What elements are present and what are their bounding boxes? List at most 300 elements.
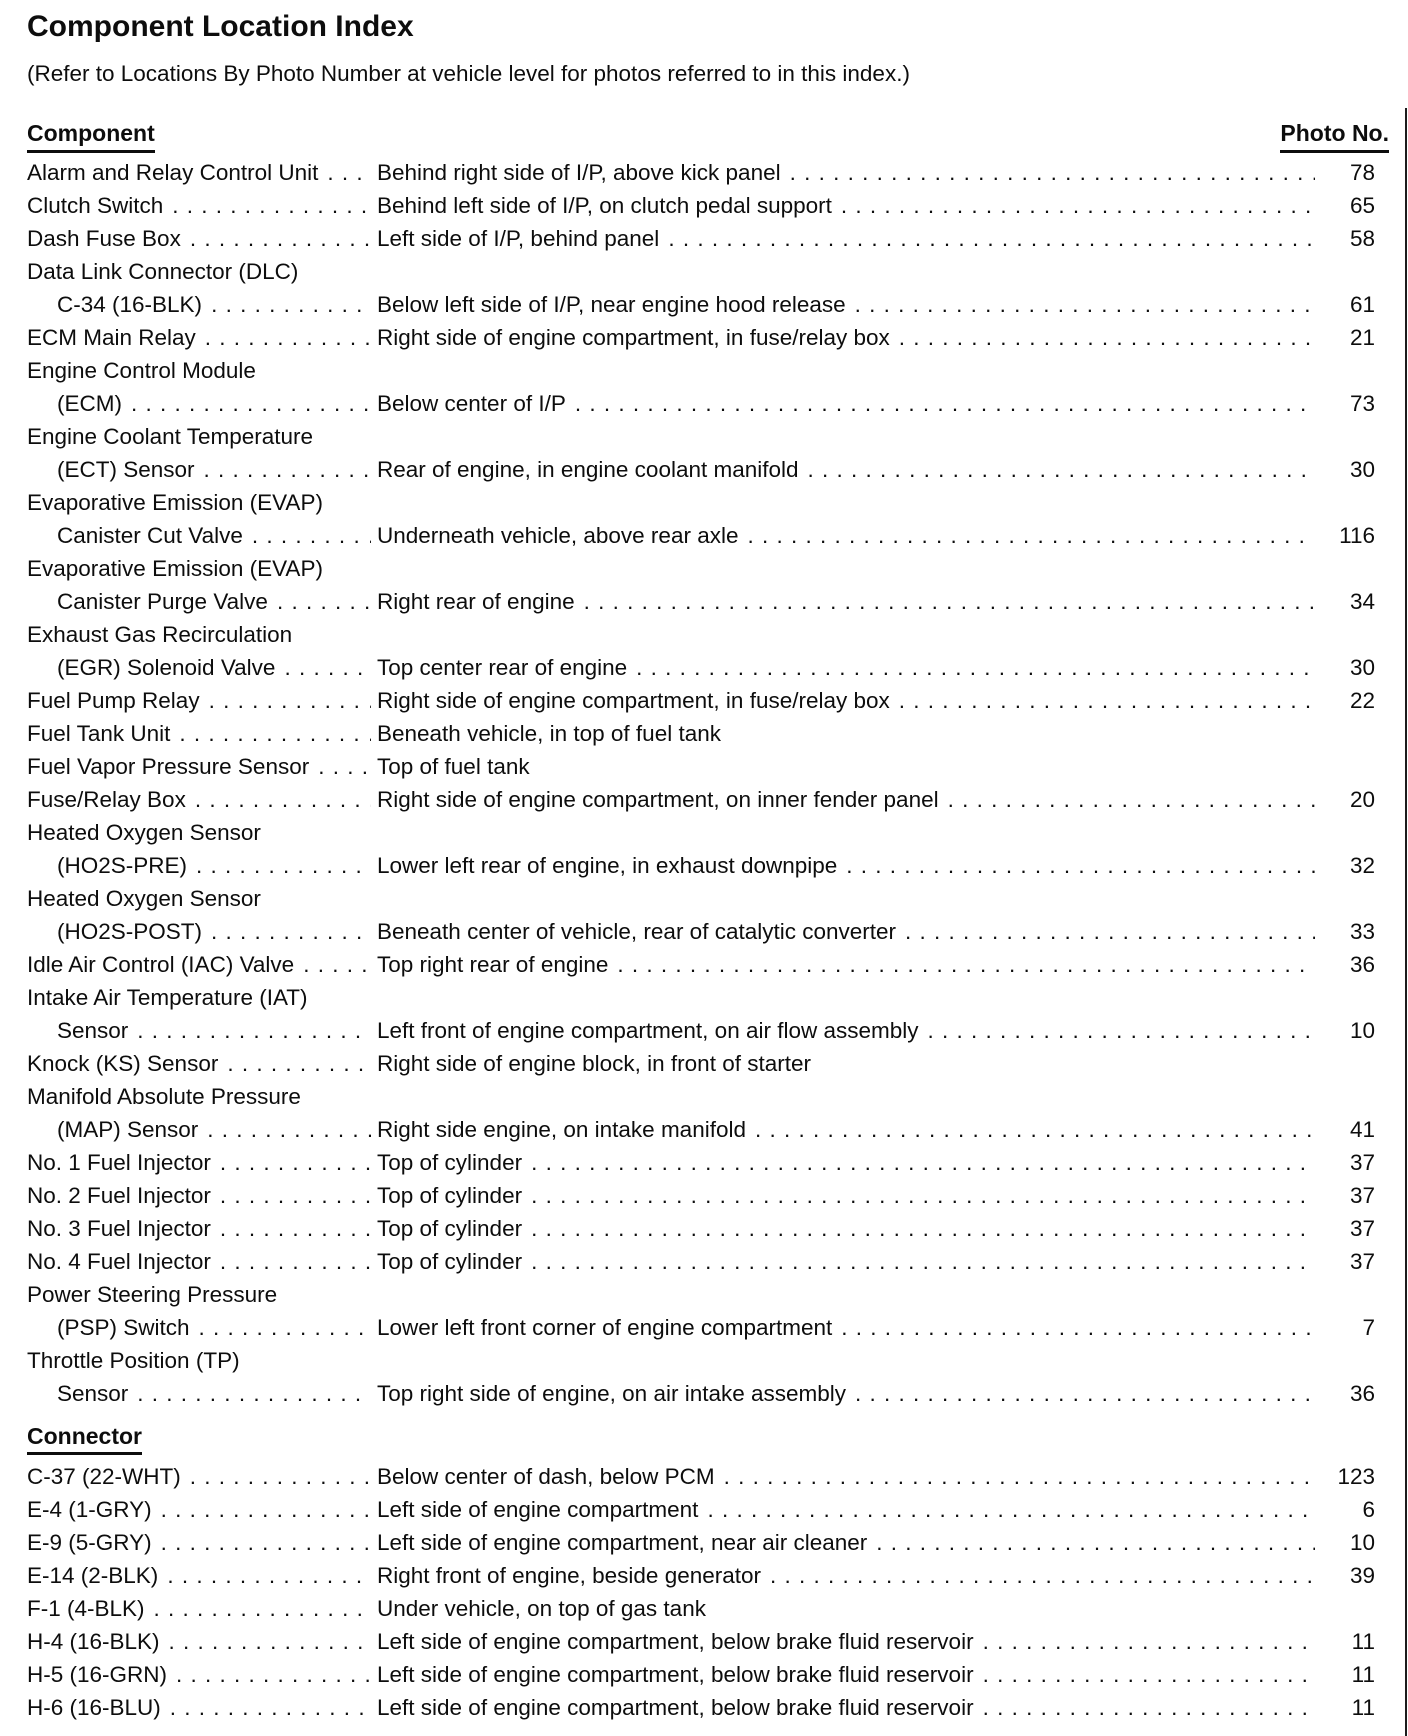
table-header bbox=[27, 119, 1389, 153]
dot-leader bbox=[724, 1460, 1315, 1493]
location-text: Behind right side of I/P, above kick panel bbox=[377, 160, 781, 185]
component-name: (PSP) Switch bbox=[57, 1315, 190, 1340]
dot-leader bbox=[220, 1212, 371, 1245]
dot-leader bbox=[899, 684, 1315, 717]
component-name: Idle Air Control (IAC) Valve bbox=[27, 952, 295, 977]
component-name-cell bbox=[27, 420, 377, 453]
dot-leader bbox=[284, 651, 371, 684]
location-cell bbox=[377, 717, 1375, 750]
component-name: H-5 (16-GRN) bbox=[27, 1662, 168, 1687]
component-name: Sensor bbox=[57, 1381, 129, 1406]
component-list bbox=[27, 156, 1375, 1410]
location-cell bbox=[377, 915, 1321, 948]
dot-leader bbox=[575, 387, 1315, 420]
dot-leader bbox=[928, 1014, 1315, 1047]
component-name-cell bbox=[27, 387, 377, 420]
location-cell bbox=[377, 1113, 1321, 1146]
dot-leader bbox=[195, 783, 371, 816]
location-text: Left side of engine compartment, below brake fluid reservoir bbox=[377, 1629, 974, 1654]
location-text: Below center of I/P bbox=[377, 391, 566, 416]
dot-leader bbox=[755, 1113, 1315, 1146]
photo-number: 30 bbox=[1349, 457, 1375, 482]
photo-number: 20 bbox=[1349, 787, 1375, 812]
index-row bbox=[27, 783, 1375, 816]
dot-leader bbox=[707, 1493, 1315, 1526]
dot-leader bbox=[983, 1625, 1315, 1658]
component-name: Engine Control Module bbox=[27, 358, 256, 383]
location-text: Left side of engine compartment, below brake fluid reservoir bbox=[377, 1695, 974, 1720]
index-row bbox=[27, 321, 1375, 354]
dot-leader bbox=[905, 915, 1315, 948]
location-text: Below left side of I/P, near engine hood release bbox=[377, 292, 846, 317]
location-text: Top right side of engine, on air intake assembly bbox=[377, 1381, 847, 1406]
photo-number: 22 bbox=[1349, 688, 1375, 713]
photo-number: 61 bbox=[1349, 292, 1375, 317]
location-text: Under vehicle, on top of gas tank bbox=[377, 1596, 706, 1621]
photo-number: 34 bbox=[1349, 589, 1375, 614]
index-row bbox=[27, 618, 1375, 651]
location-cell bbox=[377, 1559, 1321, 1592]
index-row bbox=[27, 1212, 1375, 1245]
connector-section-header: Connector bbox=[27, 1422, 142, 1455]
component-name: Fuel Vapor Pressure Sensor bbox=[27, 754, 310, 779]
location-text: Left side of engine compartment, below brake fluid reservoir bbox=[377, 1662, 974, 1687]
component-name: Canister Purge Valve bbox=[57, 589, 268, 614]
dot-leader bbox=[176, 1658, 371, 1691]
index-row bbox=[27, 1691, 1375, 1724]
component-name: Engine Coolant Temperature bbox=[27, 424, 314, 449]
index-row bbox=[27, 354, 1375, 387]
component-name: No. 4 Fuel Injector bbox=[27, 1249, 211, 1274]
location-cell bbox=[377, 1212, 1321, 1245]
component-name-cell bbox=[27, 156, 377, 189]
dot-leader bbox=[531, 1179, 1315, 1212]
component-name-cell bbox=[27, 321, 377, 354]
location-text: Right front of engine, beside generator bbox=[377, 1563, 762, 1588]
index-row bbox=[27, 1014, 1375, 1047]
component-name: Evaporative Emission (EVAP) bbox=[27, 556, 323, 581]
location-cell bbox=[377, 783, 1321, 816]
index-row bbox=[27, 981, 1375, 1014]
component-name-cell bbox=[27, 717, 377, 750]
location-text: Right side of engine compartment, in fuse/relay box bbox=[377, 325, 890, 350]
component-name-cell bbox=[27, 1691, 377, 1724]
component-name: No. 3 Fuel Injector bbox=[27, 1216, 211, 1241]
index-row bbox=[27, 1113, 1375, 1146]
dot-leader bbox=[209, 684, 371, 717]
dot-leader bbox=[211, 915, 371, 948]
component-name: Alarm and Relay Control Unit bbox=[27, 160, 319, 185]
dot-leader bbox=[172, 189, 371, 222]
dot-leader bbox=[841, 189, 1315, 222]
location-cell bbox=[377, 1179, 1321, 1212]
location-cell bbox=[377, 1658, 1321, 1691]
component-name: (EGR) Solenoid Valve bbox=[57, 655, 276, 680]
dot-leader bbox=[531, 1146, 1315, 1179]
dot-leader bbox=[131, 387, 371, 420]
component-name-cell bbox=[27, 1245, 377, 1278]
location-text: Right side of engine block, in front of starter bbox=[377, 1051, 811, 1076]
index-row bbox=[27, 684, 1375, 717]
photo-number: 7 bbox=[1362, 1315, 1375, 1340]
index-row bbox=[27, 1658, 1375, 1691]
dot-leader bbox=[220, 1179, 371, 1212]
component-name-cell bbox=[27, 783, 377, 816]
component-name-cell bbox=[27, 222, 377, 255]
component-name: C-37 (22-WHT) bbox=[27, 1464, 181, 1489]
location-text: Top center rear of engine bbox=[377, 655, 628, 680]
component-name: Throttle Position (TP) bbox=[27, 1348, 240, 1373]
dot-leader bbox=[668, 222, 1315, 255]
component-name: No. 2 Fuel Injector bbox=[27, 1183, 211, 1208]
dot-leader bbox=[170, 1691, 371, 1724]
photo-number: 73 bbox=[1349, 391, 1375, 416]
component-name: (MAP) Sensor bbox=[57, 1117, 199, 1142]
location-cell bbox=[377, 684, 1321, 717]
location-cell bbox=[377, 453, 1321, 486]
component-name-cell bbox=[27, 915, 377, 948]
index-row bbox=[27, 453, 1375, 486]
index-row bbox=[27, 585, 1375, 618]
index-note: (Refer to Locations By Photo Number at vehicle level for photos referred to in this index.) bbox=[27, 61, 910, 86]
index-row bbox=[27, 816, 1375, 849]
photo-number: 65 bbox=[1349, 193, 1375, 218]
component-name: Evaporative Emission (EVAP) bbox=[27, 490, 323, 515]
component-name: E-9 (5-GRY) bbox=[27, 1530, 152, 1555]
component-name-cell bbox=[27, 1658, 377, 1691]
dot-leader bbox=[983, 1691, 1315, 1724]
component-name: (HO2S-PRE) bbox=[57, 853, 188, 878]
component-name-cell bbox=[27, 486, 377, 519]
index-row bbox=[27, 486, 1375, 519]
dot-leader bbox=[790, 156, 1315, 189]
component-name-cell bbox=[27, 816, 377, 849]
photo-number: 37 bbox=[1349, 1150, 1375, 1175]
location-cell bbox=[377, 1592, 1375, 1625]
location-text: Left side of engine compartment, near air cleaner bbox=[377, 1530, 868, 1555]
dot-leader bbox=[190, 222, 371, 255]
location-text: Beneath center of vehicle, rear of catalytic converter bbox=[377, 919, 897, 944]
location-cell bbox=[377, 189, 1321, 222]
component-name: C-34 (16-BLK) bbox=[57, 292, 203, 317]
dot-leader bbox=[899, 321, 1315, 354]
location-text: Top of cylinder bbox=[377, 1216, 523, 1241]
component-name: E-4 (1-GRY) bbox=[27, 1497, 152, 1522]
component-name: Intake Air Temperature (IAT) bbox=[27, 985, 308, 1010]
component-name: (ECM) bbox=[57, 391, 122, 416]
dot-leader bbox=[137, 1377, 371, 1410]
photo-number: 39 bbox=[1349, 1563, 1375, 1588]
location-text: Left front of engine compartment, on air flow assembly bbox=[377, 1018, 919, 1043]
component-name: No. 1 Fuel Injector bbox=[27, 1150, 211, 1175]
component-name-cell bbox=[27, 519, 377, 552]
component-name: Fuse/Relay Box bbox=[27, 787, 186, 812]
location-cell bbox=[377, 1014, 1321, 1047]
dot-leader bbox=[855, 288, 1315, 321]
component-name-cell bbox=[27, 1278, 377, 1311]
index-table bbox=[27, 119, 1389, 1724]
component-name-cell bbox=[27, 1526, 377, 1559]
index-row bbox=[27, 948, 1375, 981]
component-name: (HO2S-POST) bbox=[57, 919, 203, 944]
component-name-cell bbox=[27, 552, 377, 585]
dot-leader bbox=[169, 1625, 371, 1658]
index-row bbox=[27, 552, 1375, 585]
location-text: Top of cylinder bbox=[377, 1150, 523, 1175]
dot-leader bbox=[154, 1592, 371, 1625]
location-cell bbox=[377, 651, 1321, 684]
dot-leader bbox=[808, 453, 1315, 486]
component-name: F-1 (4-BLK) bbox=[27, 1596, 145, 1621]
dot-leader bbox=[220, 1245, 371, 1278]
component-name: Power Steering Pressure bbox=[27, 1282, 278, 1307]
index-row bbox=[27, 849, 1375, 882]
component-name: Clutch Switch bbox=[27, 193, 164, 218]
index-row bbox=[27, 1344, 1375, 1377]
component-name: Knock (KS) Sensor bbox=[27, 1051, 219, 1076]
dot-leader bbox=[747, 519, 1315, 552]
index-row bbox=[27, 750, 1375, 783]
component-name-cell bbox=[27, 1080, 377, 1113]
component-name: Fuel Pump Relay bbox=[27, 688, 200, 713]
photo-number: 37 bbox=[1349, 1249, 1375, 1274]
dot-leader bbox=[137, 1014, 371, 1047]
component-name: H-6 (16-BLU) bbox=[27, 1695, 161, 1720]
location-cell bbox=[377, 222, 1321, 255]
component-name-cell bbox=[27, 1311, 377, 1344]
location-text: Underneath vehicle, above rear axle bbox=[377, 523, 739, 548]
dot-leader bbox=[876, 1526, 1315, 1559]
component-name-cell bbox=[27, 1493, 377, 1526]
component-name-cell bbox=[27, 1146, 377, 1179]
component-name-cell bbox=[27, 1377, 377, 1410]
dot-leader bbox=[855, 1377, 1315, 1410]
dot-leader bbox=[161, 1493, 371, 1526]
photo-number: 58 bbox=[1349, 226, 1375, 251]
component-name: H-4 (16-BLK) bbox=[27, 1629, 160, 1654]
component-name-cell bbox=[27, 849, 377, 882]
component-name: Exhaust Gas Recirculation bbox=[27, 622, 293, 647]
dot-leader bbox=[841, 1311, 1315, 1344]
photo-number: 36 bbox=[1349, 952, 1375, 977]
dot-leader bbox=[636, 651, 1315, 684]
location-text: Right side engine, on intake manifold bbox=[377, 1117, 746, 1142]
location-cell bbox=[377, 1311, 1321, 1344]
location-text: Right side of engine compartment, on inner fender panel bbox=[377, 787, 939, 812]
photo-number: 10 bbox=[1349, 1530, 1375, 1555]
photo-number: 11 bbox=[1351, 1629, 1375, 1654]
index-row bbox=[27, 717, 1375, 750]
index-row bbox=[27, 1080, 1375, 1113]
component-name-cell bbox=[27, 189, 377, 222]
index-row bbox=[27, 1278, 1375, 1311]
photo-number: 6 bbox=[1362, 1497, 1375, 1522]
dot-leader bbox=[190, 1460, 371, 1493]
location-cell bbox=[377, 1377, 1321, 1410]
location-cell bbox=[377, 750, 1375, 783]
photo-number: 116 bbox=[1339, 523, 1375, 548]
index-row bbox=[27, 1460, 1375, 1493]
index-row bbox=[27, 1311, 1375, 1344]
component-name-cell bbox=[27, 1592, 377, 1625]
index-row bbox=[27, 189, 1375, 222]
component-name-cell bbox=[27, 1014, 377, 1047]
dot-leader bbox=[220, 1146, 371, 1179]
page-title: Component Location Index bbox=[27, 10, 414, 43]
component-name-cell bbox=[27, 981, 377, 1014]
index-row bbox=[27, 1245, 1375, 1278]
page-edge-line bbox=[1405, 108, 1407, 1736]
location-cell bbox=[377, 387, 1321, 420]
component-name: E-14 (2-BLK) bbox=[27, 1563, 159, 1588]
location-cell bbox=[377, 849, 1321, 882]
location-text: Rear of engine, in engine coolant manifold bbox=[377, 457, 799, 482]
index-row bbox=[27, 1592, 1375, 1625]
photo-no-column-header: Photo No. bbox=[1280, 119, 1389, 153]
index-row bbox=[27, 882, 1375, 915]
component-name: Data Link Connector (DLC) bbox=[27, 259, 299, 284]
dot-leader bbox=[531, 1245, 1315, 1278]
dot-leader bbox=[205, 321, 371, 354]
component-name: Heated Oxygen Sensor bbox=[27, 820, 261, 845]
component-name: Heated Oxygen Sensor bbox=[27, 886, 261, 911]
dot-leader bbox=[983, 1658, 1315, 1691]
component-name-cell bbox=[27, 1113, 377, 1146]
dot-leader bbox=[167, 1559, 371, 1592]
component-name-cell bbox=[27, 585, 377, 618]
location-text: Top of cylinder bbox=[377, 1183, 523, 1208]
component-name-cell bbox=[27, 948, 377, 981]
location-cell bbox=[377, 1526, 1321, 1559]
location-cell bbox=[377, 288, 1321, 321]
photo-number: 11 bbox=[1351, 1695, 1375, 1720]
index-row bbox=[27, 1625, 1375, 1658]
component-name-cell bbox=[27, 1212, 377, 1245]
location-text: Lower left rear of engine, in exhaust downpipe bbox=[377, 853, 838, 878]
component-name: Canister Cut Valve bbox=[57, 523, 243, 548]
photo-number: 30 bbox=[1349, 655, 1375, 680]
component-name: Manifold Absolute Pressure bbox=[27, 1084, 301, 1109]
photo-number: 37 bbox=[1349, 1216, 1375, 1241]
component-name-cell bbox=[27, 255, 377, 288]
location-text: Top of cylinder bbox=[377, 1249, 523, 1274]
location-cell bbox=[377, 156, 1321, 189]
component-name: Sensor bbox=[57, 1018, 129, 1043]
location-text: Below center of dash, below PCM bbox=[377, 1464, 715, 1489]
index-row bbox=[27, 1559, 1375, 1592]
location-cell bbox=[377, 519, 1321, 552]
index-row bbox=[27, 420, 1375, 453]
photo-number: 41 bbox=[1349, 1117, 1375, 1142]
photo-number: 10 bbox=[1349, 1018, 1375, 1043]
component-name-cell bbox=[27, 1344, 377, 1377]
location-text: Right side of engine compartment, in fuse/relay box bbox=[377, 688, 890, 713]
component-name-cell bbox=[27, 453, 377, 486]
dot-leader bbox=[318, 750, 371, 783]
dot-leader bbox=[196, 849, 371, 882]
component-name-cell bbox=[27, 618, 377, 651]
component-name-cell bbox=[27, 684, 377, 717]
index-row bbox=[27, 1526, 1375, 1559]
component-name-cell bbox=[27, 882, 377, 915]
photo-number: 36 bbox=[1349, 1381, 1375, 1406]
photo-number: 123 bbox=[1337, 1464, 1375, 1489]
dot-leader bbox=[179, 717, 371, 750]
dot-leader bbox=[948, 783, 1315, 816]
component-name-cell bbox=[27, 651, 377, 684]
component-name: Fuel Tank Unit bbox=[27, 721, 171, 746]
location-text: Top of fuel tank bbox=[377, 754, 530, 779]
index-row bbox=[27, 915, 1375, 948]
component-name: Dash Fuse Box bbox=[27, 226, 181, 251]
dot-leader bbox=[204, 453, 371, 486]
component-name-cell bbox=[27, 1559, 377, 1592]
location-cell bbox=[377, 585, 1321, 618]
dot-leader bbox=[199, 1311, 371, 1344]
photo-number: 21 bbox=[1349, 325, 1375, 350]
index-row bbox=[27, 222, 1375, 255]
component-name-cell bbox=[27, 1460, 377, 1493]
location-cell bbox=[377, 948, 1321, 981]
location-text: Left side of I/P, behind panel bbox=[377, 226, 660, 251]
photo-number: 78 bbox=[1349, 160, 1375, 185]
index-row bbox=[27, 1493, 1375, 1526]
dot-leader bbox=[277, 585, 371, 618]
index-row bbox=[27, 651, 1375, 684]
location-cell bbox=[377, 1245, 1321, 1278]
dot-leader bbox=[161, 1526, 371, 1559]
dot-leader bbox=[207, 1113, 371, 1146]
index-row bbox=[27, 156, 1375, 189]
dot-leader bbox=[211, 288, 371, 321]
component-name-cell bbox=[27, 750, 377, 783]
index-row bbox=[27, 255, 1375, 288]
dot-leader bbox=[770, 1559, 1315, 1592]
photo-number: 33 bbox=[1349, 919, 1375, 944]
dot-leader bbox=[252, 519, 371, 552]
component-name: (ECT) Sensor bbox=[57, 457, 195, 482]
photo-number: 32 bbox=[1349, 853, 1375, 878]
dot-leader bbox=[303, 948, 371, 981]
location-cell bbox=[377, 1460, 1321, 1493]
index-row bbox=[27, 519, 1375, 552]
location-text: Left side of engine compartment bbox=[377, 1497, 699, 1522]
dot-leader bbox=[846, 849, 1315, 882]
component-name-cell bbox=[27, 1179, 377, 1212]
index-row bbox=[27, 1179, 1375, 1212]
location-text: Beneath vehicle, in top of fuel tank bbox=[377, 721, 721, 746]
index-row bbox=[27, 1377, 1375, 1410]
location-cell bbox=[377, 321, 1321, 354]
component-name-cell bbox=[27, 1625, 377, 1658]
dot-leader bbox=[584, 585, 1315, 618]
location-cell bbox=[377, 1146, 1321, 1179]
connector-list bbox=[27, 1460, 1375, 1724]
component-name-cell bbox=[27, 288, 377, 321]
component-name-cell bbox=[27, 1047, 377, 1080]
location-text: Right rear of engine bbox=[377, 589, 575, 614]
location-text: Behind left side of I/P, on clutch pedal support bbox=[377, 193, 832, 218]
dot-leader bbox=[617, 948, 1315, 981]
index-row bbox=[27, 387, 1375, 420]
location-cell bbox=[377, 1493, 1321, 1526]
component-column-header: Component bbox=[27, 119, 155, 153]
location-cell bbox=[377, 1691, 1321, 1724]
location-text: Top right rear of engine bbox=[377, 952, 609, 977]
location-cell bbox=[377, 1625, 1321, 1658]
dot-leader bbox=[327, 156, 371, 189]
photo-number: 11 bbox=[1351, 1662, 1375, 1687]
